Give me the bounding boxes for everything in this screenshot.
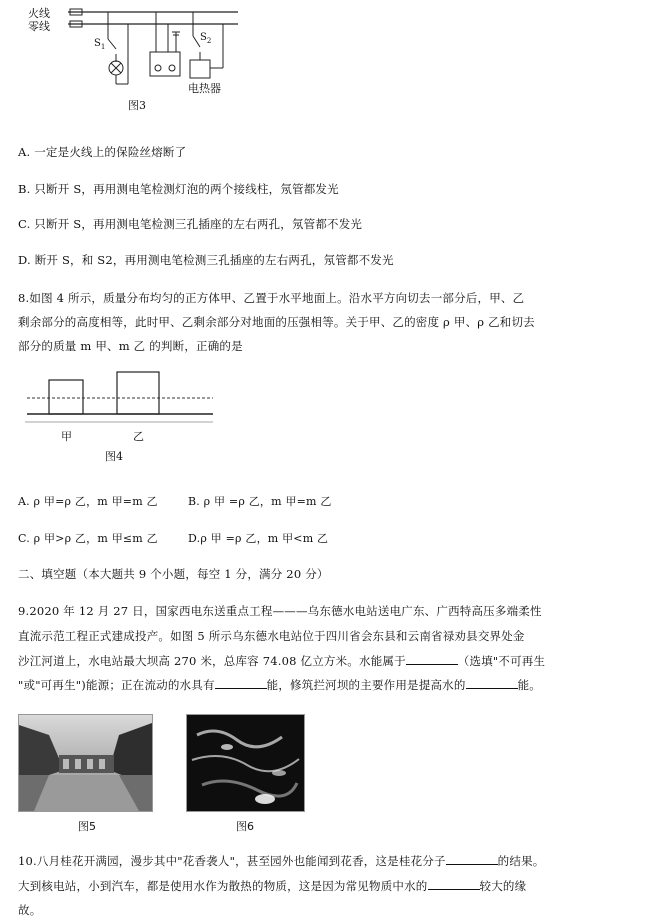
- q10-blank-1[interactable]: [446, 854, 498, 865]
- q8-option-a: A. ρ 甲=ρ 乙，m 甲=m 乙: [18, 495, 158, 508]
- figure-4-caption: 图4: [105, 450, 123, 463]
- neutral-line-label: 零线: [28, 20, 50, 33]
- q8-option-b: B. ρ 甲 =ρ 乙，m 甲=m 乙: [188, 495, 332, 508]
- switch-s1-label: $S_1$: [94, 38, 106, 51]
- q9-blank-1[interactable]: [406, 654, 458, 665]
- q7-option-b: B. 只断开 S，再用测电笔检测灯泡的两个接线柱，氖管都发光: [18, 182, 339, 196]
- q7-option-a: A. 一定是火线上的保险丝熔断了: [18, 145, 187, 159]
- q7-option-d: D. 断开 S，和 S2，再用测电笔检测三孔插座的左右两孔，氖管都不发光: [18, 253, 394, 267]
- q10-blank-2[interactable]: [428, 879, 480, 890]
- cube-jia-label: 甲: [61, 430, 72, 443]
- q8-line-2: 剩余部分的高度相等，此时甲、乙剩余部分对地面的压强相等。关于甲、乙的密度 ρ 甲、ρ 乙和切去: [18, 315, 535, 329]
- cube-yi-label: 乙: [133, 430, 144, 443]
- q9-line-2: 直流示范工程正式建成投产。如图 5 所示乌东德水电站位于四川省会东县和云南省禄劝县交界处金: [18, 629, 525, 643]
- heater-label: 电热器: [188, 82, 221, 95]
- figure-4: [25, 370, 215, 470]
- figure-6-caption: 图6: [236, 820, 254, 833]
- switch-s2-label: $S_2$: [200, 32, 212, 45]
- q8-option-c: C. ρ 甲>ρ 乙，m 甲≤m 乙: [18, 532, 158, 545]
- q10-line-1: 10.八月桂花开满园，漫步其中"花香袭人"，甚至园外也能闻到花香，这是桂花分子 的结果。: [18, 854, 545, 868]
- figure-3: [28, 4, 248, 112]
- section-2-heading: 二、填空题（本大题共 9 个小题，每空 1 分，满分 20 分）: [18, 567, 329, 581]
- q9-blank-2[interactable]: [215, 678, 267, 689]
- q9-line-1: 9.2020 年 12 月 27 日，国家西电东送重点工程———乌东德水电站送电广东、广西特高压多端柔性: [18, 604, 542, 618]
- figure-6-water-photo: [186, 714, 305, 812]
- figure-4-diagram: [25, 370, 215, 430]
- figure-5-dam-photo: [18, 714, 153, 812]
- q7-option-c: C. 只断开 S，再用测电笔检测三孔插座的左右两孔，氖管都不发光: [18, 217, 363, 231]
- q8-line-3: 部分的质量 m 甲、m 乙 的判断，正确的是: [18, 339, 243, 353]
- q9-line-3: 沙江河道上，水电站最大坝高 270 米，总库容 74.08 亿立方米。水能属于 （选填"不可再生: [18, 654, 546, 668]
- q8-option-d: D.ρ 甲 =ρ 乙，m 甲<m 乙: [188, 532, 329, 545]
- fire-line-label: 火线: [28, 7, 50, 20]
- q10-line-2: 大到核电站，小到汽车，都是使用水作为散热的物质，这是因为常见物质中水的 较大的缘: [18, 879, 527, 893]
- q8-line-1: 8.如图 4 所示，质量分布均匀的正方体甲、乙置于水平地面上。沿水平方向切去一部分后，甲、乙: [18, 291, 525, 305]
- figure-5-caption: 图5: [78, 820, 96, 833]
- q9-blank-3[interactable]: [466, 678, 518, 689]
- q9-line-4: "或"可再生")能源；正在流动的水具有 能，修筑拦河坝的主要作用是提高水的 能。: [18, 678, 541, 692]
- figure-3-caption: 图3: [128, 99, 146, 112]
- q10-line-3: 故。: [18, 903, 42, 917]
